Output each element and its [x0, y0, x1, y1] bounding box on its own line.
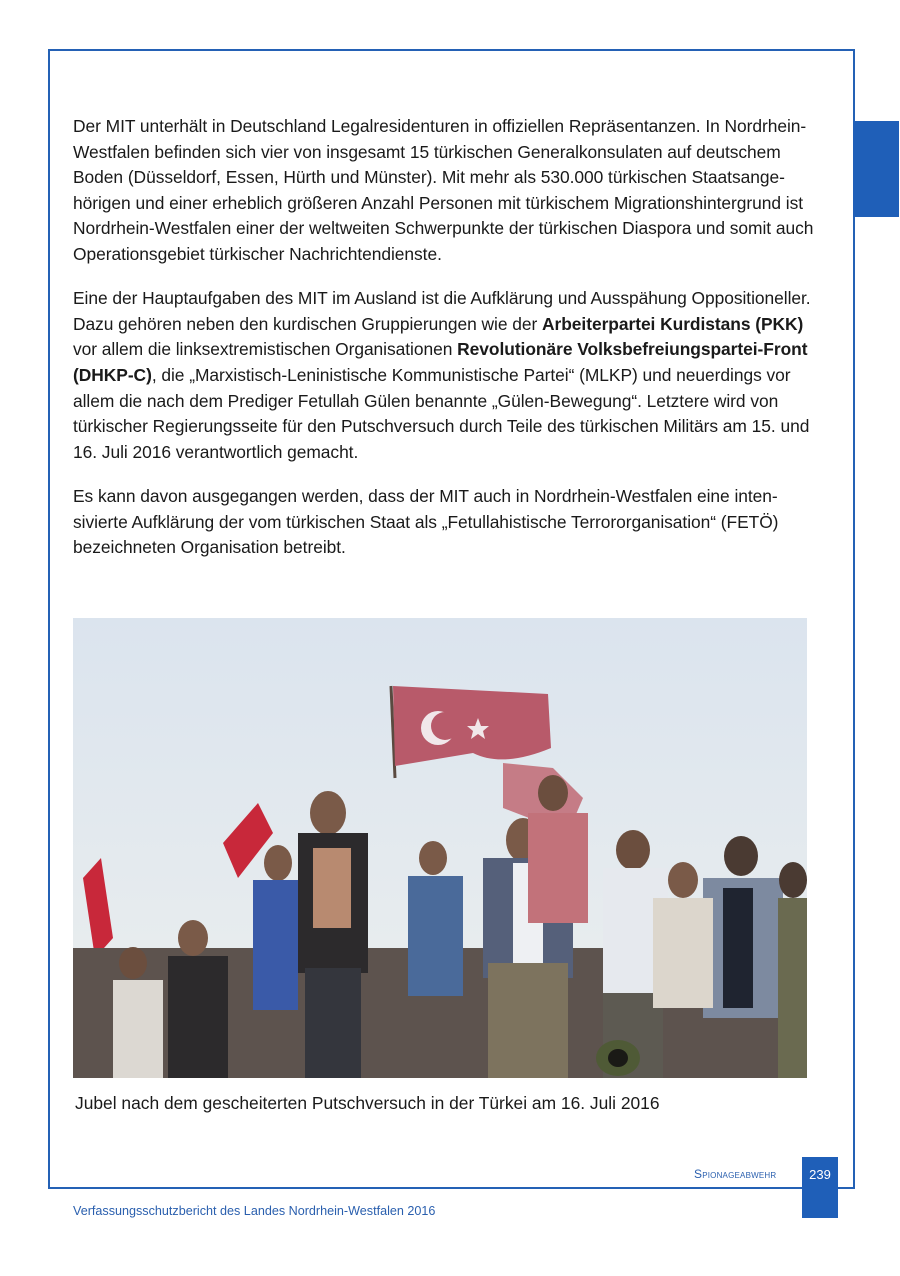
text-line	[73, 414, 813, 440]
section-label: Spionageabwehr	[694, 1167, 777, 1181]
text-run: türkischer Regierungsseite für den Putschversuch durch Teile des türkischen Militärs am 15. und	[73, 416, 810, 437]
text-run: Operationsgebiet türkischer Nachrichtendienste.	[73, 243, 442, 264]
paragraph-3	[73, 484, 813, 561]
paragraph-2	[73, 286, 813, 465]
text-run: bezeichneten Organisation betreibt.	[73, 537, 346, 558]
text-line	[73, 510, 813, 536]
text-run: , die „Marxistisch-Leninistische Kommunistische Partei“ (MLKP) und neuerdings vor	[151, 364, 791, 385]
text-line	[73, 114, 813, 140]
paragraph-1	[73, 114, 813, 268]
bold-term: Arbeiterpartei Kurdistans (PKK)	[542, 313, 804, 334]
report-title: Verfassungsschutzbericht des Landes Nordrhein-Westfalen 2016	[73, 1204, 436, 1218]
text-line	[73, 389, 813, 415]
body-text	[73, 114, 813, 579]
text-line	[73, 440, 813, 466]
text-run: sivierte Aufklärung der vom türkischen Staat als „Fetullahistische Terrororganisation“ (FETÖ)	[73, 511, 779, 532]
text-run: Westfalen befinden sich vier von insgesamt 15 türkischen Generalkonsulaten auf deutschem	[73, 141, 781, 162]
chapter-tab-marker	[853, 121, 899, 217]
text-line	[73, 363, 813, 389]
text-line	[73, 312, 813, 338]
text-run: vor allem die linksextremistischen Organisationen	[73, 339, 458, 360]
page-number-box	[802, 1157, 838, 1218]
text-line	[73, 191, 813, 217]
bold-term: Revolutionäre Volksbefreiungspartei-Front	[457, 339, 808, 360]
text-line	[73, 216, 813, 242]
text-run: Nordrhein-Westfalen einer der weltweiten Schwerpunkte der türkischen Diaspora und somit auch	[73, 218, 814, 239]
text-run: Eine der Hauptaufgaben des MIT im Ausland ist die Aufklärung und Ausspähung Oppositioneller.	[73, 288, 811, 309]
text-line	[73, 535, 813, 561]
text-run: 16. Juli 2016 verantwortlich gemacht.	[73, 441, 359, 462]
text-line	[73, 165, 813, 191]
text-line	[73, 286, 813, 312]
page-number: 239	[809, 1167, 831, 1182]
text-line	[73, 242, 813, 268]
text-line	[73, 484, 813, 510]
text-run: Boden (Düsseldorf, Essen, Hürth und Münster). Mit mehr als 530.000 türkischen Staatsange-	[73, 167, 785, 188]
text-run: hörigen und einer erheblich größeren Anzahl Personen mit türkischem Migrationshintergrund ist	[73, 192, 804, 213]
text-run: allem die nach dem Prediger Fetullah Gülen benannte „Gülen-Bewegung“. Letztere wird von	[73, 390, 779, 411]
text-run: Dazu gehören neben den kurdischen Gruppierungen wie der	[73, 313, 542, 334]
text-run: Es kann davon ausgegangen werden, dass der MIT auch in Nordrhein-Westfalen eine inten-	[73, 485, 778, 506]
text-line	[73, 337, 813, 363]
text-line	[73, 140, 813, 166]
photo-coup-celebration	[73, 618, 807, 1078]
text-run: Der MIT unterhält in Deutschland Legalresidenturen in offiziellen Repräsentanzen. In Nordrhein-	[73, 116, 807, 136]
photo-caption: Jubel nach dem gescheiterten Putschversuch in der Türkei am 16. Juli 2016	[75, 1093, 660, 1113]
photo-illustration	[73, 618, 807, 1078]
bold-term: (DHKP-C)	[73, 364, 152, 385]
